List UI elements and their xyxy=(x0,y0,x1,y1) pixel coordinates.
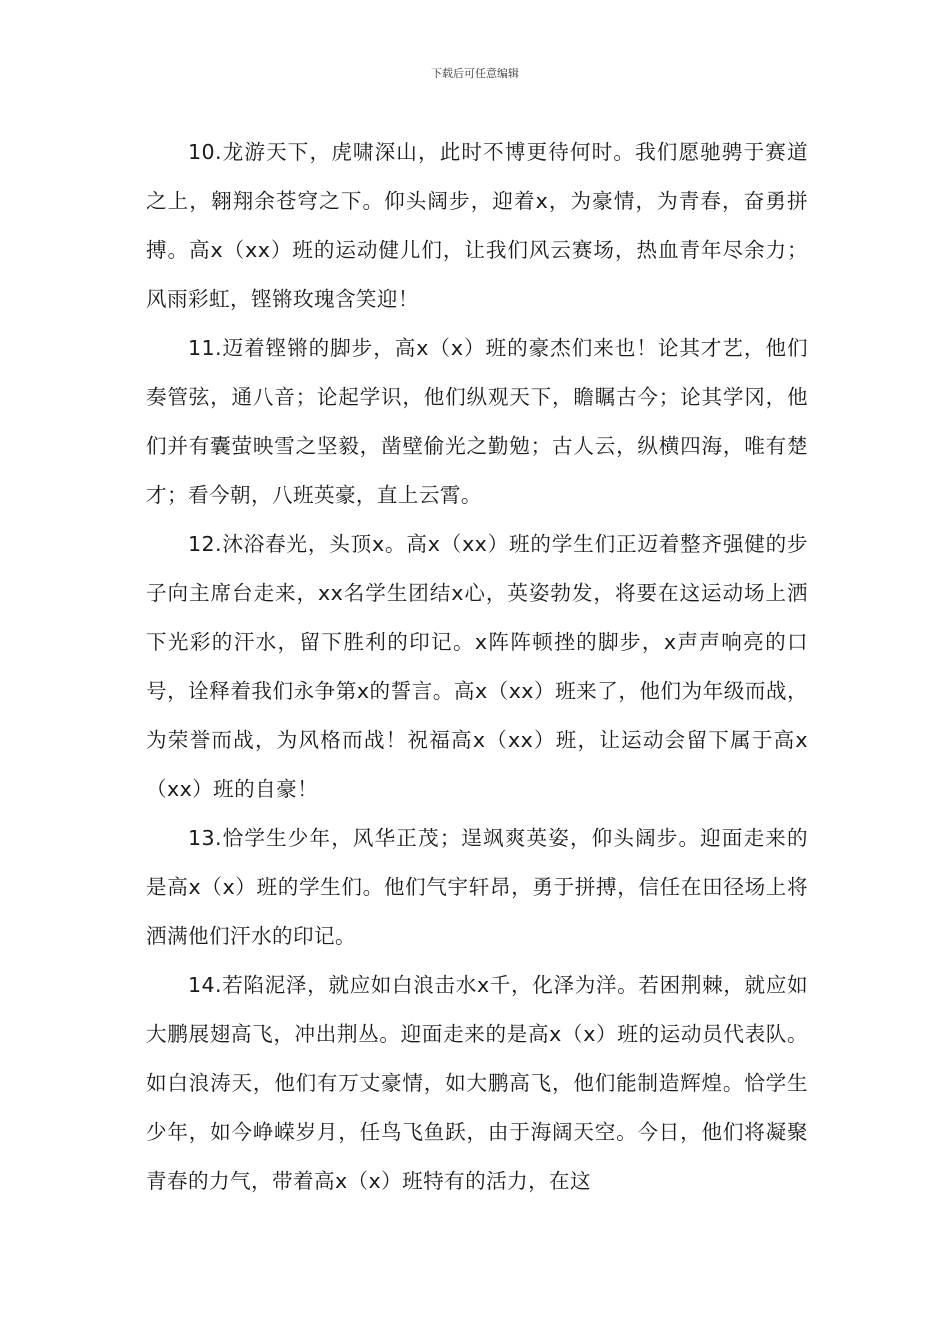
page-header: 下载后可任意编辑 xyxy=(431,67,519,80)
document-body xyxy=(146,128,808,1206)
paragraph-14: 14.若陷泥泽，就应如白浪击水x千，化泽为洋。若困荆棘，就应如大鹏展翅高飞，冲出荆丛。迎面走来的是高x（x）班的运动员代表队。如白浪涛天，他们有万丈豪情，如大鹏高飞，他们能制造辉煌。恰学生少年，如今峥嵘岁月，任鸟飞鱼跃，由于海阔天空。今日，他们将凝聚青春的力气，带着高x（x）班特有的活力，在这 xyxy=(146,973,808,1193)
paragraph-13: 13.恰学生少年，风华正茂；逞飒爽英姿，仰头阔步。迎面走来的是高x（x）班的学生们。他们气宇轩昂，勇于拼搏，信任在田径场上将洒满他们汗水的印记。 xyxy=(146,826,808,948)
paragraph-10: 10.龙游天下，虎啸深山，此时不博更待何时。我们愿驰骋于赛道之上，翱翔余苍穹之下。仰头阔步，迎着x，为豪情，为青春，奋勇拼搏。高x（xx）班的运动健儿们，让我们风云赛场，热血青年尽余力；风雨彩虹，铿锵玫瑰含笑迎！ xyxy=(146,140,808,311)
paragraph-12: 12.沐浴春光，头顶x。高x（xx）班的学生们正迈着整齐强健的步子向主席台走来，xx名学生团结x心，英姿勃发，将要在这运动场上洒下光彩的汗水，留下胜利的印记。x阵阵顿挫的脚步，x声声响亮的口号，诠释着我们永争第x的誓言。高x（xx）班来了，他们为年级而战，为荣誉而战，为风格而战！祝福高x（xx）班，让运动会留下属于高x（xx）班的自豪！ xyxy=(146,532,808,801)
paragraph-11: 11.迈着铿锵的脚步，高x（x）班的豪杰们来也！论其才艺，他们奏管弦，通八音；论起学识，他们纵观天下，瞻瞩古今；论其学冈，他们并有囊萤映雪之坚毅，凿壁偷光之勤勉；古人云，纵横四海，唯有楚才；看今朝，八班英豪，直上云霄。 xyxy=(146,336,808,507)
